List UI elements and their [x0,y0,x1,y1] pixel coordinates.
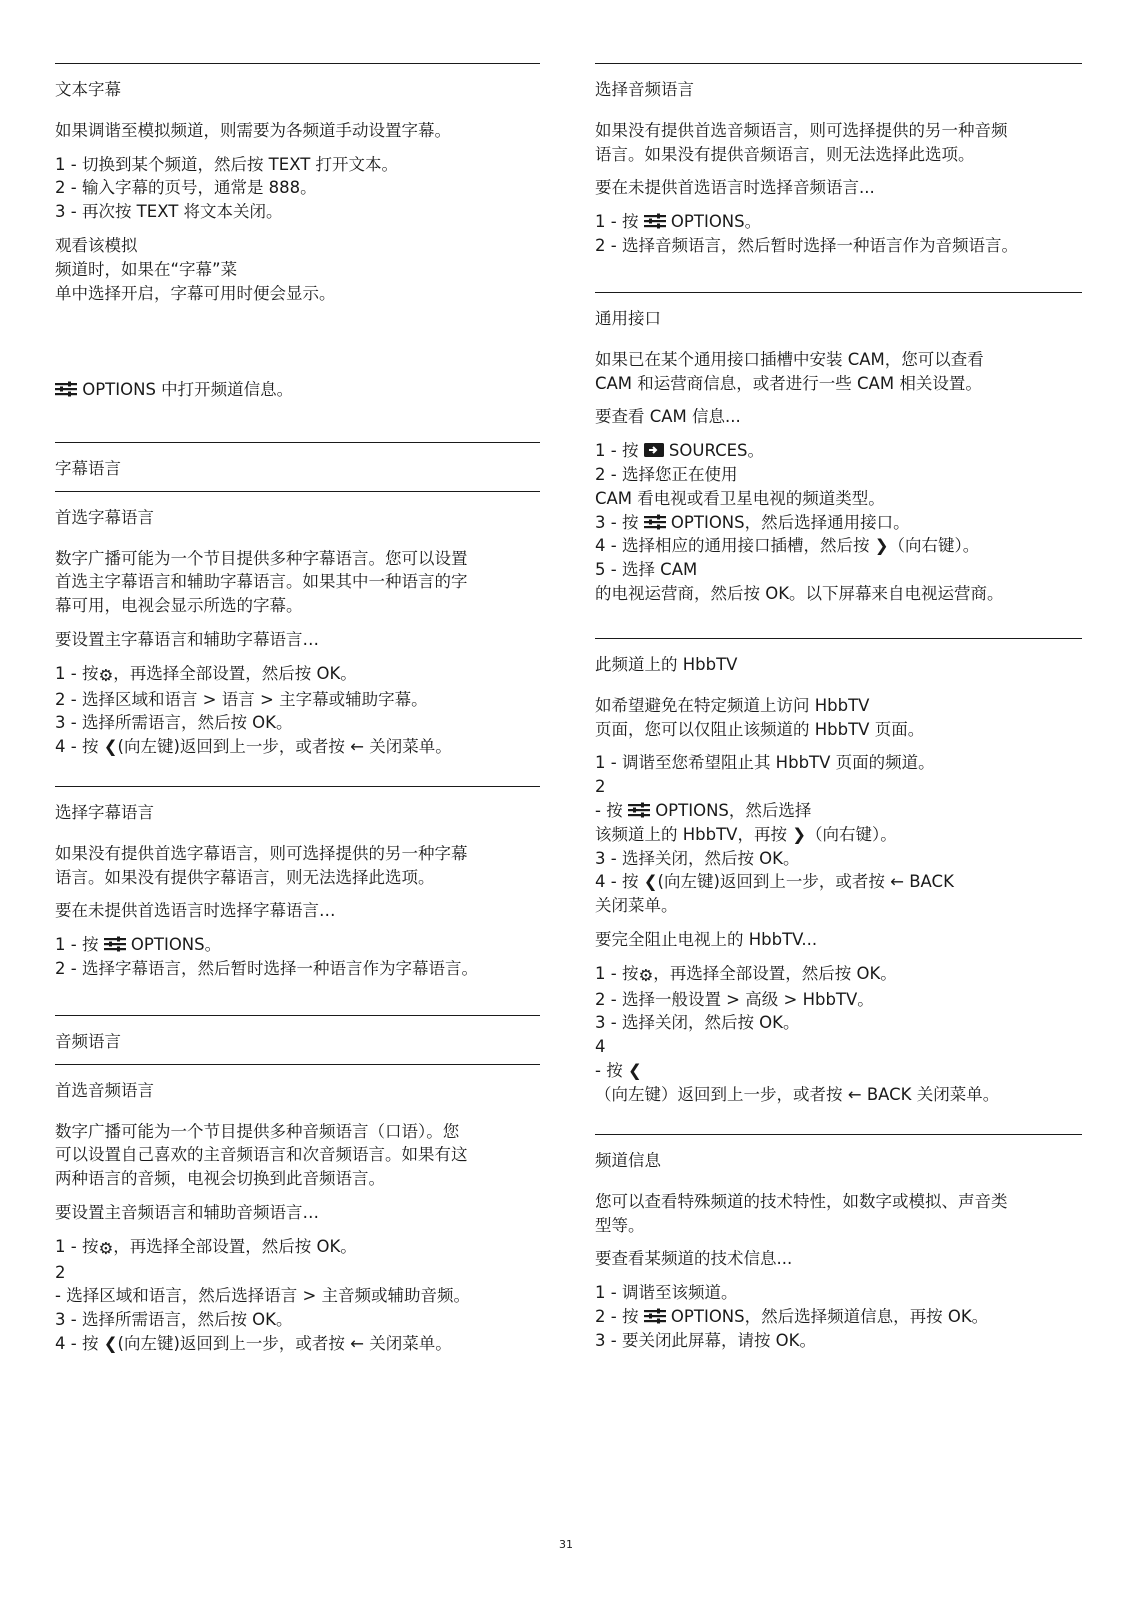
step-2: 2 - 选择区域和语言 > 语言 > 主字幕或辅助字幕。 [55,689,428,709]
section-hbbtv [595,638,1082,1107]
step-text: OPTIONS，然后选择通用接口。 [665,512,910,532]
step-text: 4 - 按 [55,1333,99,1353]
step-text: 1 - 按 [55,935,104,955]
lead-text: 要查看 CAM 信息... [595,407,741,427]
step-text: （向左键）返回到上一步，或者按 [595,1084,843,1104]
options-icon [644,1308,666,1324]
gear-icon: ⚙ [98,665,114,685]
paragraph-line: 两种语言的音频，电视会切换到此音频语言。 [55,1169,385,1189]
step-text: 1 - 按 [595,212,644,232]
section-divider [55,1015,540,1016]
back-arrow-icon: ← [350,1333,364,1353]
step-text: - 按 [595,800,628,820]
step-2-number: 2 [595,777,606,797]
paragraph [595,1190,1082,1238]
chevron-left-icon: ❮ [643,872,658,892]
step-2: 2 - 选择一般设置 > 高级 > HbbTV。 [595,989,874,1009]
section-channel-info [595,1134,1082,1353]
step-2: 2 - 输入字幕的页号，通常是 888。 [55,178,317,198]
section-heading: 音频语言 [55,1032,121,1051]
step-4 [55,1332,540,1356]
lead-text: 要完全阻止电视上的 HbbTV... [595,929,818,949]
chevron-right-icon: ❯ [874,536,889,556]
paragraph-line: 如果没有提供首选字幕语言，则可选择提供的另一种字幕 [55,843,468,863]
step-text: 4 - 选择相应的通用接口插槽，然后按 [595,536,870,556]
options-icon [104,936,126,952]
paragraph-line: 可以设置自己喜欢的主音频语言和次音频语言。如果有这 [55,1145,468,1165]
step-2: 2 - 选择您正在使用 [595,464,738,484]
section-divider [55,442,540,443]
step-4 [55,735,540,759]
step-text: 1 - 按 [595,441,644,461]
step-text: ，再选择全部设置，然后按 OK。 [653,963,897,983]
step-text: （向右键）。 [806,824,897,844]
paragraph [595,119,1082,167]
chevron-right-icon: ❯ [792,824,807,844]
back-arrow-icon: ← [890,872,904,892]
step-text: 4 - 按 [595,872,639,892]
paragraph [595,348,1082,396]
step-1 [55,1235,540,1261]
steps-list [55,1235,540,1356]
step-3 [595,511,1082,535]
section-heading: 频道信息 [595,1151,661,1170]
section-common-interface [595,292,1082,606]
step-text: (向左键)返回到上一步，或者按 [117,737,345,757]
step-5-cont: 的电视运营商，然后按 OK。以下屏幕来自电视运营商。 [595,583,1004,603]
step-text: 2 - 按 [595,1306,644,1326]
step-2: 2 - 选择字幕语言，然后暂时选择一种语言作为字幕语言。 [55,958,478,978]
step-2: - 选择区域和语言，然后选择语言 > 主音频或辅助音频。 [55,1286,471,1306]
section-subtitle-language [55,442,540,759]
options-icon [55,381,77,397]
steps-list [55,933,540,981]
paragraph-line: 语言。如果没有提供音频语言，则无法选择此选项。 [595,144,975,164]
lead-text: 要设置主字幕语言和辅助字幕语言… [55,629,319,649]
paragraph [55,547,540,618]
note-lines [55,234,540,305]
step-4-cont: 关闭菜单。 [595,896,678,916]
step-text: 1 - 按 [595,963,639,983]
paragraph [595,694,1082,742]
options-note [55,378,540,402]
section-divider [595,63,1082,64]
gear-icon: ⚙ [98,1238,114,1258]
step-text: 1 - 按 [55,663,99,683]
step-4 [595,870,1082,894]
step-4 [595,534,1082,558]
paragraph-line: 如果没有提供首选音频语言，则可选择提供的另一种音频 [595,120,1008,140]
steps-list [55,153,540,224]
note-line: 频道时，如果在“字幕”菜 [55,259,238,279]
step-text: 4 - 按 [55,737,99,757]
step-1: 1 - 切换到某个频道，然后按 TEXT 打开文本。 [55,154,399,174]
step-3: 3 - 选择关闭，然后按 OK。 [595,848,800,868]
step-3: 3 - 再次按 TEXT 将文本关闭。 [55,202,283,222]
steps-list [595,1281,1082,1352]
step-4 [595,1059,1082,1083]
step-text: OPTIONS，然后选择频道信息，再按 OK。 [665,1306,989,1326]
section-heading: 字幕语言 [55,459,121,478]
paragraph-line: 首选主字幕语言和辅助字幕语言。如果其中一种语言的字 [55,572,468,592]
step-2: 2 - 选择音频语言，然后暂时选择一种语言作为音频语言。 [595,235,1018,255]
paragraph-line: 型等。 [595,1215,645,1235]
paragraph: 如果调谐至模拟频道，则需要为各频道手动设置字幕。 [55,120,451,140]
step-4-cont [595,1083,1082,1107]
section-select-audio [595,63,1082,258]
steps-list [595,210,1082,258]
step-2-number: 2 [55,1262,66,1282]
step-text: （向右键）。 [888,536,980,556]
paragraph-line: 如希望避免在特定频道上访问 HbbTV [595,695,870,715]
section-divider [595,638,1082,639]
options-icon [644,514,666,530]
lead-text: 要在未提供首选语言时选择字幕语言… [55,901,336,921]
step-2 [595,1305,1082,1329]
section-text-subtitles [55,63,540,305]
step-1 [595,962,1082,988]
paragraph-line: 页面，您可以仅阻止该频道的 HbbTV 页面。 [595,719,925,739]
section-divider [55,63,540,64]
step-5: 5 - 选择 CAM [595,560,698,580]
note-line: 单中选择开启，字幕可用时便会显示。 [55,283,336,303]
step-text: OPTIONS，然后选择 [649,800,812,820]
paragraph-line: 如果已在某个通用接口插槽中安装 CAM，您可以查看 [595,349,984,369]
step-text: BACK [903,872,954,892]
step-1 [595,210,1082,234]
paragraph [55,1120,540,1191]
step-text: 关闭菜单。 [363,737,452,757]
paragraph [55,842,540,890]
step-text: ，再选择全部设置，然后按 OK。 [113,1236,357,1256]
step-1 [55,933,540,957]
options-note-text: OPTIONS 中打开频道信息。 [77,380,294,399]
section-audio-language [55,1015,540,1356]
step-text: 3 - 按 [595,512,644,532]
step-2 [595,799,1082,823]
step-text: BACK 关闭菜单。 [861,1084,1000,1104]
step-text: (向左键)返回到上一步，或者按 [117,1333,345,1353]
step-text: OPTIONS。 [125,935,222,955]
step-3: 3 - 选择关闭，然后按 OK。 [595,1013,800,1033]
section-heading: 选择音频语言 [595,80,694,99]
step-text: - 按 [595,1060,623,1080]
section-heading: 选择字幕语言 [55,803,154,822]
chevron-left-icon: ❮ [627,1060,642,1080]
lead-text: 要设置主音频语言和辅助音频语言… [55,1202,319,1222]
step-text: SOURCES。 [663,441,765,461]
steps-list-2 [595,962,1082,1107]
step-text: OPTIONS。 [665,212,762,232]
step-text: (向左键)返回到上一步，或者按 [657,872,885,892]
section-divider [595,292,1082,293]
steps-list [595,751,1082,918]
options-icon [644,213,666,229]
step-1 [595,439,1082,463]
lead-text: 要在未提供首选语言时选择音频语言... [595,178,875,198]
step-3: 3 - 选择所需语言，然后按 OK。 [55,1310,293,1330]
step-4-number: 4 [595,1037,606,1057]
step-text: 关闭菜单。 [363,1333,452,1353]
step-text: ，再选择全部设置，然后按 OK。 [113,663,357,683]
step-2-cont [595,823,1082,847]
chevron-left-icon: ❮ [103,737,118,757]
section-divider [595,1134,1082,1135]
chevron-left-icon: ❮ [103,1333,118,1353]
step-text: 该频道上的 HbbTV，再按 [595,824,787,844]
gear-icon: ⚙ [638,965,654,985]
step-2-cont: CAM 看电视或看卫星电视的频道类型。 [595,488,885,508]
paragraph-line: CAM 和运营商信息，或者进行一些 CAM 相关设置。 [595,373,982,393]
steps-list [595,439,1082,606]
back-arrow-icon: ← [847,1084,862,1104]
subsection-divider [55,491,540,492]
subsection-divider [55,1064,540,1065]
step-3: 3 - 要关闭此屏幕，请按 OK。 [595,1330,816,1350]
step-1 [55,662,540,688]
back-arrow-icon: ← [350,737,364,757]
page-number: 31 [559,1538,573,1551]
paragraph-line: 数字广播可能为一个节目提供多种音频语言（口语）。您 [55,1121,460,1141]
step-text: 1 - 按 [55,1236,99,1256]
section-heading: 文本字幕 [55,80,121,99]
step-1: 1 - 调谐至您希望阻止其 HbbTV 页面的频道。 [595,753,935,773]
subsection-heading: 首选音频语言 [55,1080,154,1100]
paragraph-line: 您可以查看特殊频道的技术特性，如数字或模拟、声音类 [595,1191,1008,1211]
step-3: 3 - 选择所需语言，然后按 OK。 [55,713,293,733]
section-heading: 通用接口 [595,309,661,328]
options-icon [628,802,650,818]
paragraph-line: 语言。如果没有提供字幕语言，则无法选择此选项。 [55,867,435,887]
lead-text: 要查看某频道的技术信息... [595,1249,793,1269]
note-line: 观看该模拟 [55,235,138,255]
section-divider [55,786,540,787]
steps-list [55,662,540,759]
section-select-subtitle [55,786,540,981]
section-heading: 此频道上的 HbbTV [595,655,738,674]
subsection-heading: 首选字幕语言 [55,507,154,527]
paragraph-line: 数字广播可能为一个节目提供多种字幕语言。您可以设置 [55,548,468,568]
sources-icon [644,442,664,458]
paragraph-line: 幕可用，电视会显示所选的字幕。 [55,596,303,616]
step-1: 1 - 调谐至该频道。 [595,1283,738,1303]
